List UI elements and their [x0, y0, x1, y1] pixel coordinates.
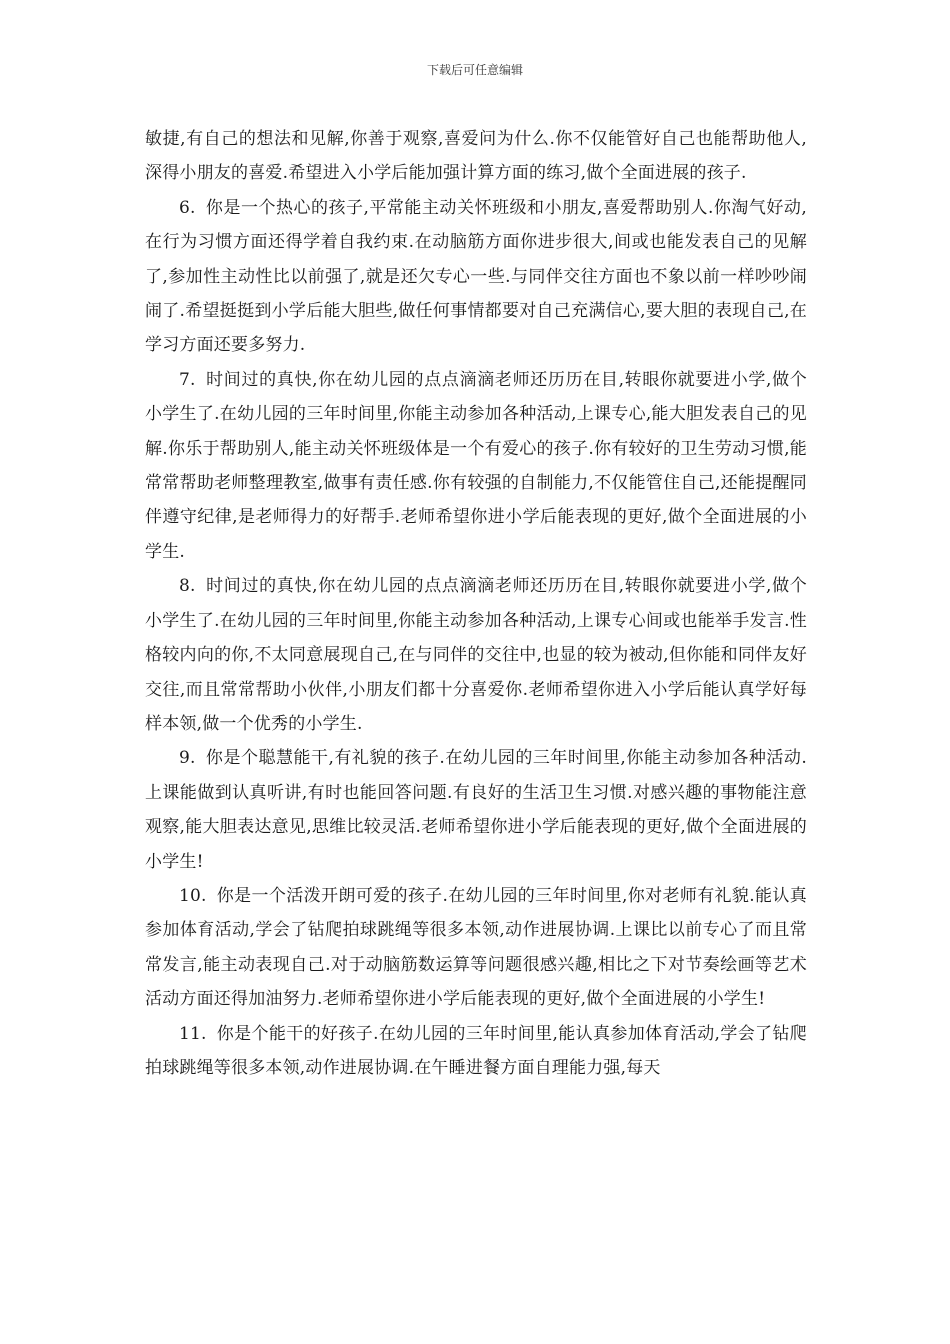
paragraph-text: 时间过的真快,你在幼儿园的点点滴滴老师还历历在目,转眼你就要进小学,做个小学生了.在幼儿园的三年时间里,你能主动参加各种活动,上课专心间或也能举手发言.性格较内向的你,不太同意展现自己,在与同伴的交往中,也显的较为被动,但你能和同伴友好交往,而且常常帮助小伙伴,小朋友们都十分喜爱你.老师希望你进入小学后能认真学好每样本领,做一个优秀的小学生. [145, 576, 807, 734]
paragraph-item-11 [145, 1017, 807, 1086]
paragraph-text: 敏捷,有自己的想法和见解,你善于观察,喜爱问为什么.你不仅能管好自己也能帮助他人,深得小朋友的喜爱.希望进入小学后能加强计算方面的练习,做个全面进展的孩子. [145, 129, 807, 184]
paragraph-text: 你是一个活泼开朗可爱的孩子.在幼儿园的三年时间里,你对老师有礼貌.能认真参加体育活动,学会了钻爬拍球跳绳等很多本领,动作进展协调.上课比以前专心了而且常常发言,能主动表现自己.对于动脑筋数运算等问题很感兴趣,相比之下对节奏绘画等艺术活动方面还得加油努力.老师希望你进小学后能表现的更好,做个全面进展的小学生! [145, 885, 807, 1010]
paragraph-item-10 [145, 879, 807, 1017]
paragraph-item-9 [145, 741, 807, 879]
paragraph-text: 你是个能干的好孩子.在幼儿园的三年时间里,能认真参加体育活动,学会了钻爬拍球跳绳等很多本领,动作进展协调.在午睡进餐方面自理能力强,每天 [145, 1023, 807, 1078]
item-number: 7. [179, 369, 196, 390]
paragraph-item-6 [145, 191, 807, 363]
item-number: 6. [179, 197, 196, 218]
paragraph-text: 你是一个热心的孩子,平常能主动关怀班级和小朋友,喜爱帮助别人.你淘气好动,在行为习惯方面还得学着自我约束.在动脑筋方面你进步很大,间或也能发表自己的见解了,参加性主动性比以前强了,就是还欠专心一些.与同伴交往方面也不象以前一样吵吵闹闹了.希望挺挺到小学后能大胆些,做任何事情都要对自己充满信心,要大胆的表现自己,在学习方面还要多努力. [145, 197, 807, 356]
paragraph-item-8 [145, 569, 807, 741]
item-number: 8. [179, 576, 196, 597]
document-body [145, 122, 807, 1085]
page-header: 下载后可任意编辑 [426, 63, 523, 77]
item-number: 9. [179, 748, 196, 769]
paragraph-item-7 [145, 363, 807, 569]
paragraph-continued [145, 122, 807, 191]
item-number: 11. [179, 1023, 207, 1044]
paragraph-text: 你是个聪慧能干,有礼貌的孩子.在幼儿园的三年时间里,你能主动参加各种活动.上课能做到认真听讲,有时也能回答问题.有良好的生活卫生习惯.对感兴趣的事物能注意观察,能大胆表达意见,思维比较灵活.老师希望你进小学后能表现的更好,做个全面进展的小学生! [145, 748, 807, 872]
paragraph-text: 时间过的真快,你在幼儿园的点点滴滴老师还历历在目,转眼你就要进小学,做个小学生了.在幼儿园的三年时间里,你能主动参加各种活动,上课专心,能大胆发表自己的见解.你乐于帮助别人,能主动关怀班级体是一个有爱心的孩子.你有较好的卫生劳动习惯,能常常帮助老师整理教室,做事有责任感.你有较强的自制能力,不仅能管住自己,还能提醒同伴遵守纪律,是老师得力的好帮手.老师希望你进小学后能表现的更好,做个全面进展的小学生. [145, 369, 807, 562]
item-number: 10. [179, 885, 207, 906]
